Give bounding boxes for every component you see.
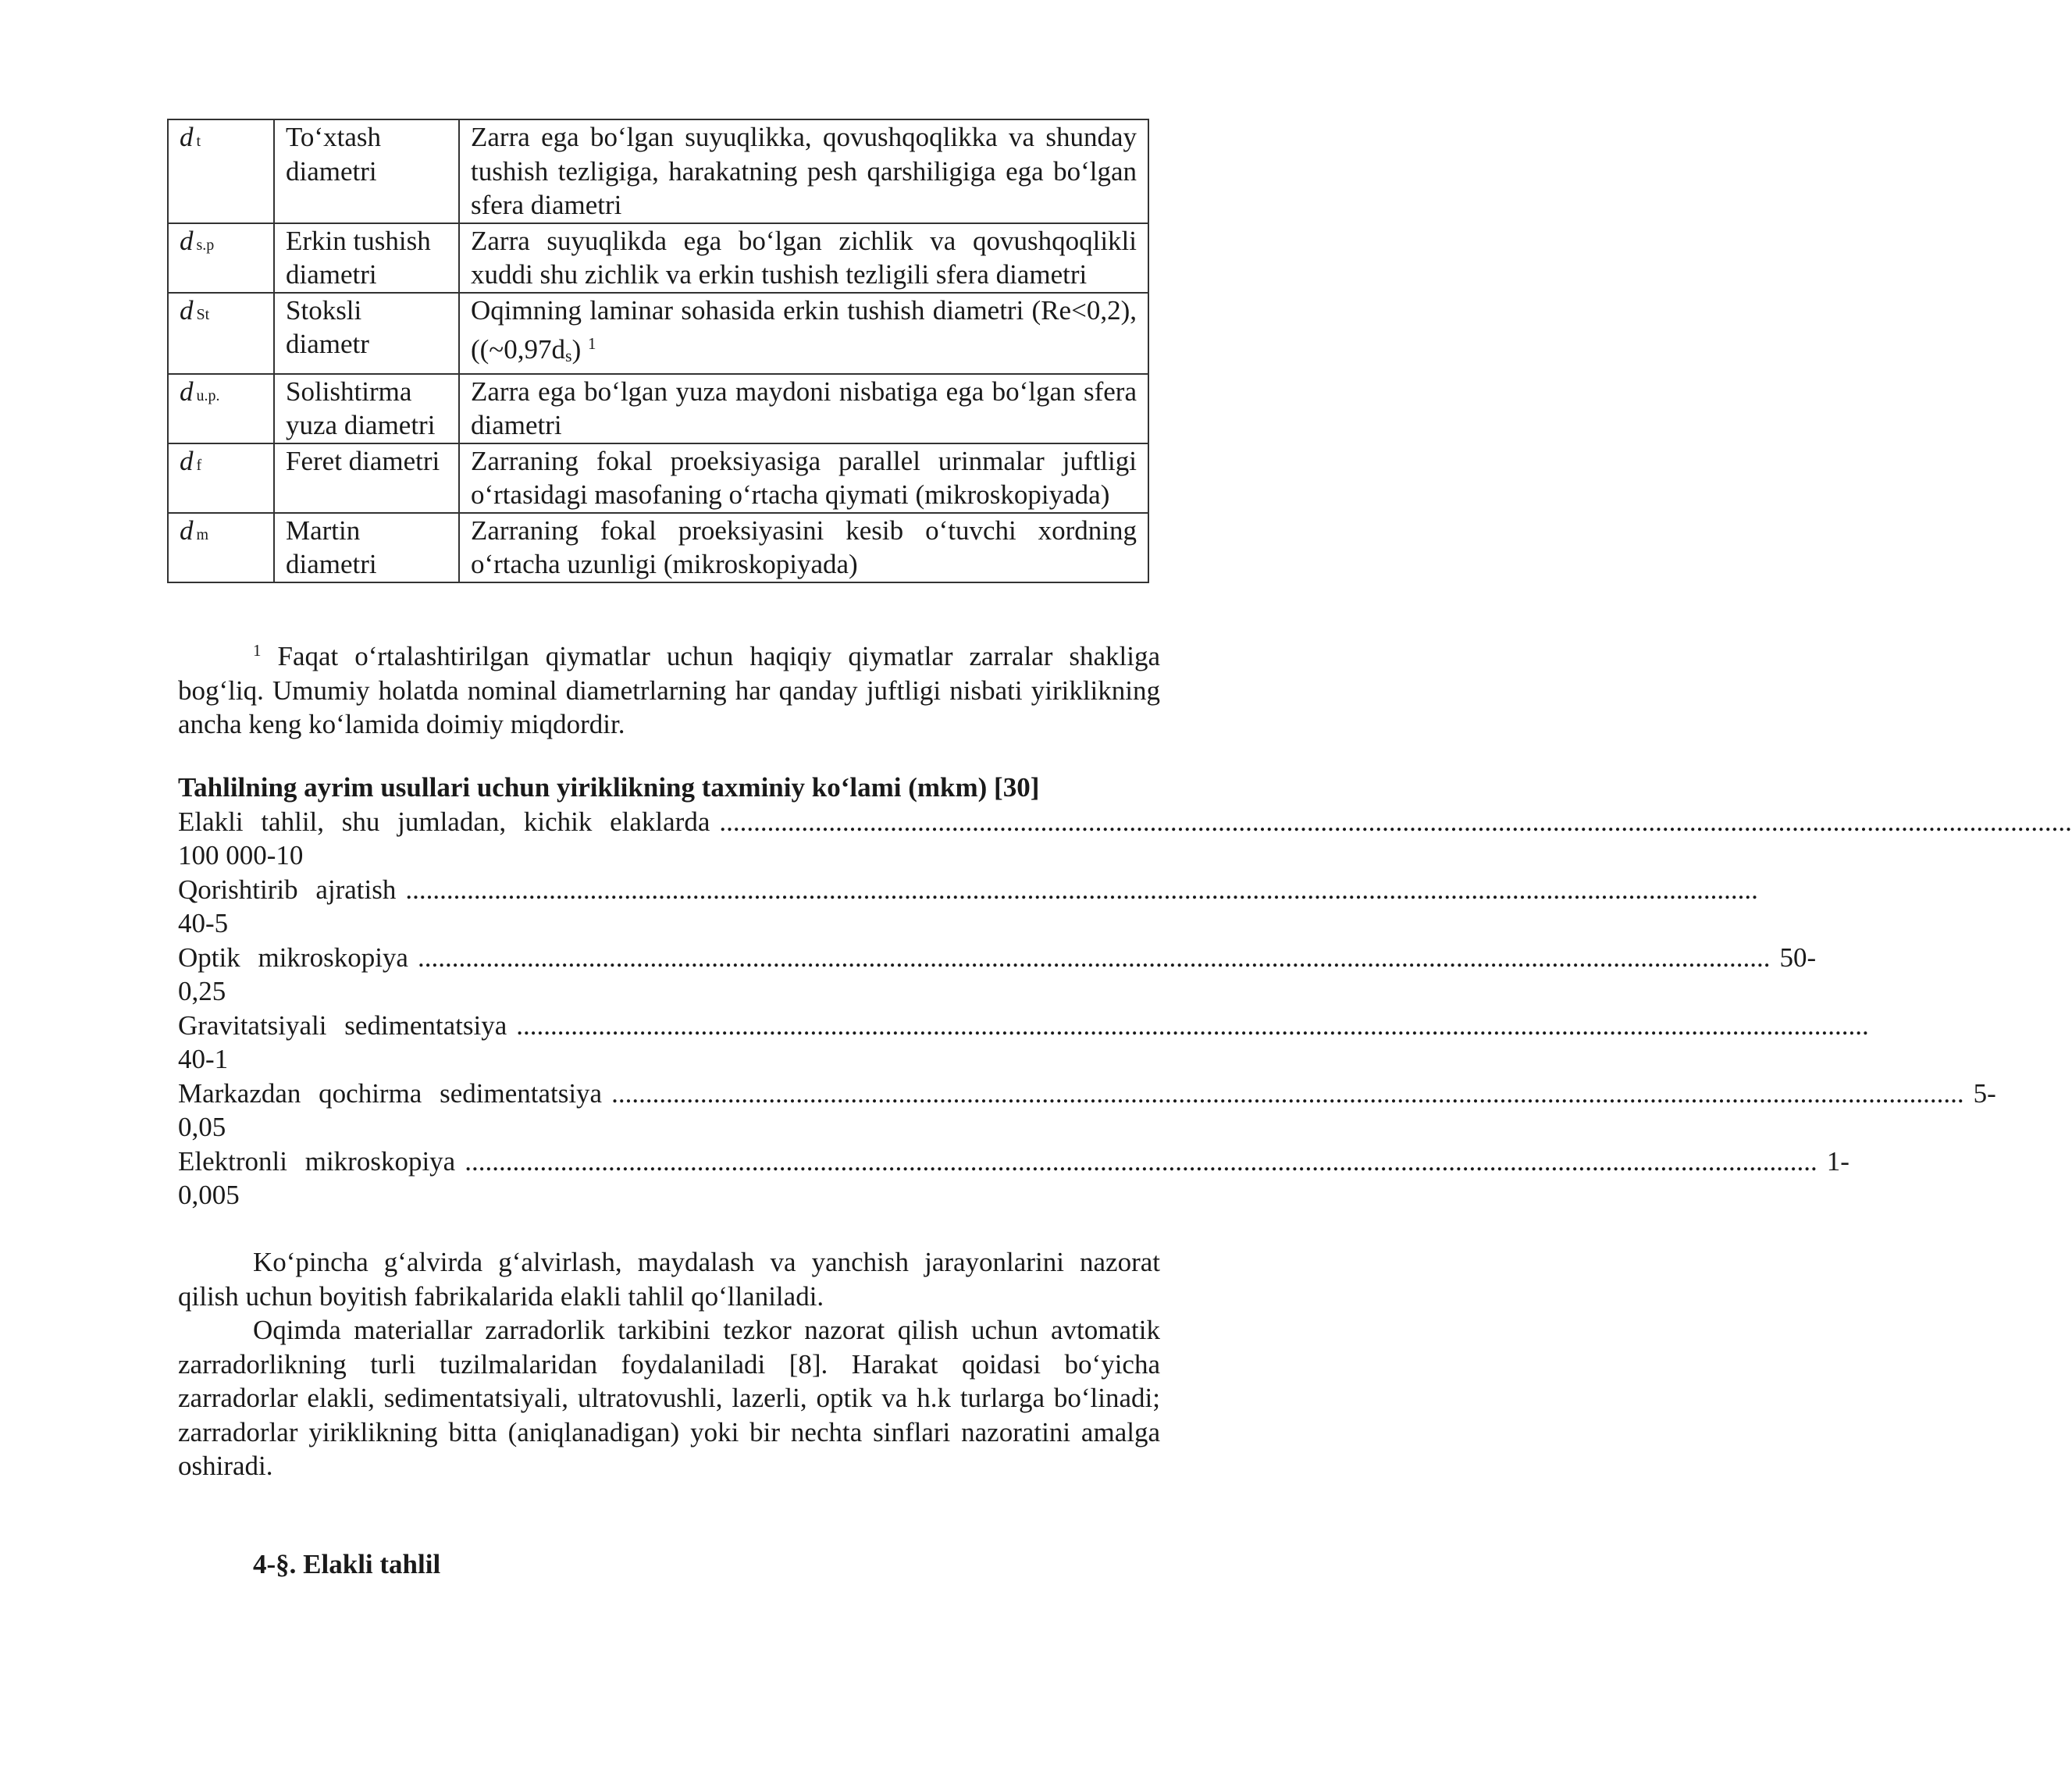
range-item [178,805,2072,873]
range-label: Qorishtirib ajratish [178,874,397,905]
range-item [178,1009,1869,1077]
range-label: Markazdan qochirma sedimentatsiya [178,1077,603,1109]
symbol-cell: d m [168,513,274,582]
size-ranges-heading: Tahlilning ayrim usullari uchun yiriklikning taxminiy ko‘lami (mkm) [30] [178,772,1040,803]
leader-dots: ...................................................................................................................................................................................................... [405,874,1758,905]
range-label: Optik mikroskopiya [178,942,408,973]
name-cell: Erkin tushish diametri [274,223,459,293]
footnote-ref: 1 [587,334,596,353]
size-ranges-section [178,771,2072,1212]
range-label: Elektronli mikroskopiya [178,1145,456,1177]
range-item [178,1145,1849,1212]
leader-dots: ...................................................................................................................................................................................................... [611,1077,1964,1109]
description-cell: Zarra ega bo‘lgan suyuqlikka, qovushqoqlikka va shunday tushish tezligiga, harakatning pesh qarshiligiga ega bo‘lgan sfera diametri [459,119,1148,223]
range-value-start: 1- [1826,1145,1849,1177]
range-value: 0,25 [178,976,226,1006]
range-value: 40-1 [178,1044,229,1074]
range-value-start: 5- [1973,1077,1996,1109]
name-cell: To‘xtash diametri [274,119,459,223]
range-item [178,1077,1996,1145]
description-cell: Zarra ega bo‘lgan yuza maydoni nisbatiga ega bo‘lgan sfera diametri [459,374,1148,443]
range-item [178,873,1758,941]
range-value: 0,05 [178,1112,226,1142]
description-cell: Zarraning fokal proeksiyasiga parallel urinmalar juftligi o‘rtasidagi masofaning o‘rtacha qiymati (mikroskopiyada) [459,443,1148,513]
section-title: 4-§. Elakli tahlil [253,1549,441,1579]
name-cell: Solishtirma yuza diametri [274,374,459,443]
range-value: 0,005 [178,1180,240,1210]
symbol-cell: d u.p. [168,374,274,443]
table-row [168,119,1148,223]
footnote-text: Faqat o‘rtalashtirilgan qiymatlar uchun haqiqiy qiymatlar zarralar shakliga bog‘liq. Umumiy holatda nominal diametrlarning har qanday juftligi nisbati yiriklikning ancha keng ko‘lamida doimiy miqdordir. [178,641,1160,739]
table-row [168,374,1148,443]
range-label: Elakli tahlil, shu jumladan, kichik elaklarda [178,806,710,837]
table-row [168,513,1148,582]
leader-dots: ...................................................................................................................................................................................................... [417,942,1771,973]
range-item [178,941,1817,1009]
range-value-start: 50- [1779,942,1817,973]
symbol-cell: d f [168,443,274,513]
paragraph: Ko‘pincha g‘alvirda g‘alvirlash, maydalash va yanchish jarayonlarini nazorat qilish uchun boyitish fabrikalarida elakli tahlil qo‘llaniladi. [178,1247,1160,1312]
diameter-definitions-table [167,119,1149,583]
name-cell: Feret diametri [274,443,459,513]
description-cell: Zarraning fokal proeksiyasini kesib o‘tuvchi xordning o‘rtacha uzunligi (mikroskopiyada) [459,513,1148,582]
description-cell: Zarra suyuqlikda ega bo‘lgan zichlik va qovushqoqlikli xuddi shu zichlik va erkin tushish tezligili sfera diametri [459,223,1148,293]
leader-dots: ...................................................................................................................................................................................................... [516,1009,1869,1041]
paragraph: Oqimda materiallar zarradorlik tarkibini tezkor nazorat qilish uchun avtomatik zarradorlikning turli tuzilmalaridan foydalaniladi [8]. Harakat qoidasi bo‘yicha zarradorlar elakli, sedimentatsiyali, ultratovushli, lazerli, optik va h.k turlarga bo‘linadi; zarradorlar yiriklikning bitta (aniqlanadigan) yoki bir nechta sinflari nazoratini amalga oshiradi. [178,1315,1160,1481]
table-row [168,293,1148,374]
leader-dots: ...................................................................................................................................................................................................... [719,806,2072,837]
name-cell: Stoksli diametr [274,293,459,374]
footnote-marker: 1 [253,641,262,660]
body-text [178,1245,1160,1483]
name-cell: Martin diametri [274,513,459,582]
symbol-cell: d t [168,119,274,223]
symbol-cell: d s.p [168,223,274,293]
range-label: Gravitatsiyali sedimentatsiya [178,1009,507,1041]
range-value: 100 000-10 [178,840,304,871]
table-row [168,223,1148,293]
range-value: 40-5 [178,908,229,938]
description-cell: Oqimning laminar sohasida erkin tushish diametri (Re<0,2), ($(\sim 0,97d_s)$ $^1$ [459,293,1148,374]
table-row [168,443,1148,513]
symbol-cell: d St [168,293,274,374]
footnote [178,634,1160,742]
leader-dots: ...................................................................................................................................................................................................... [465,1145,1817,1177]
